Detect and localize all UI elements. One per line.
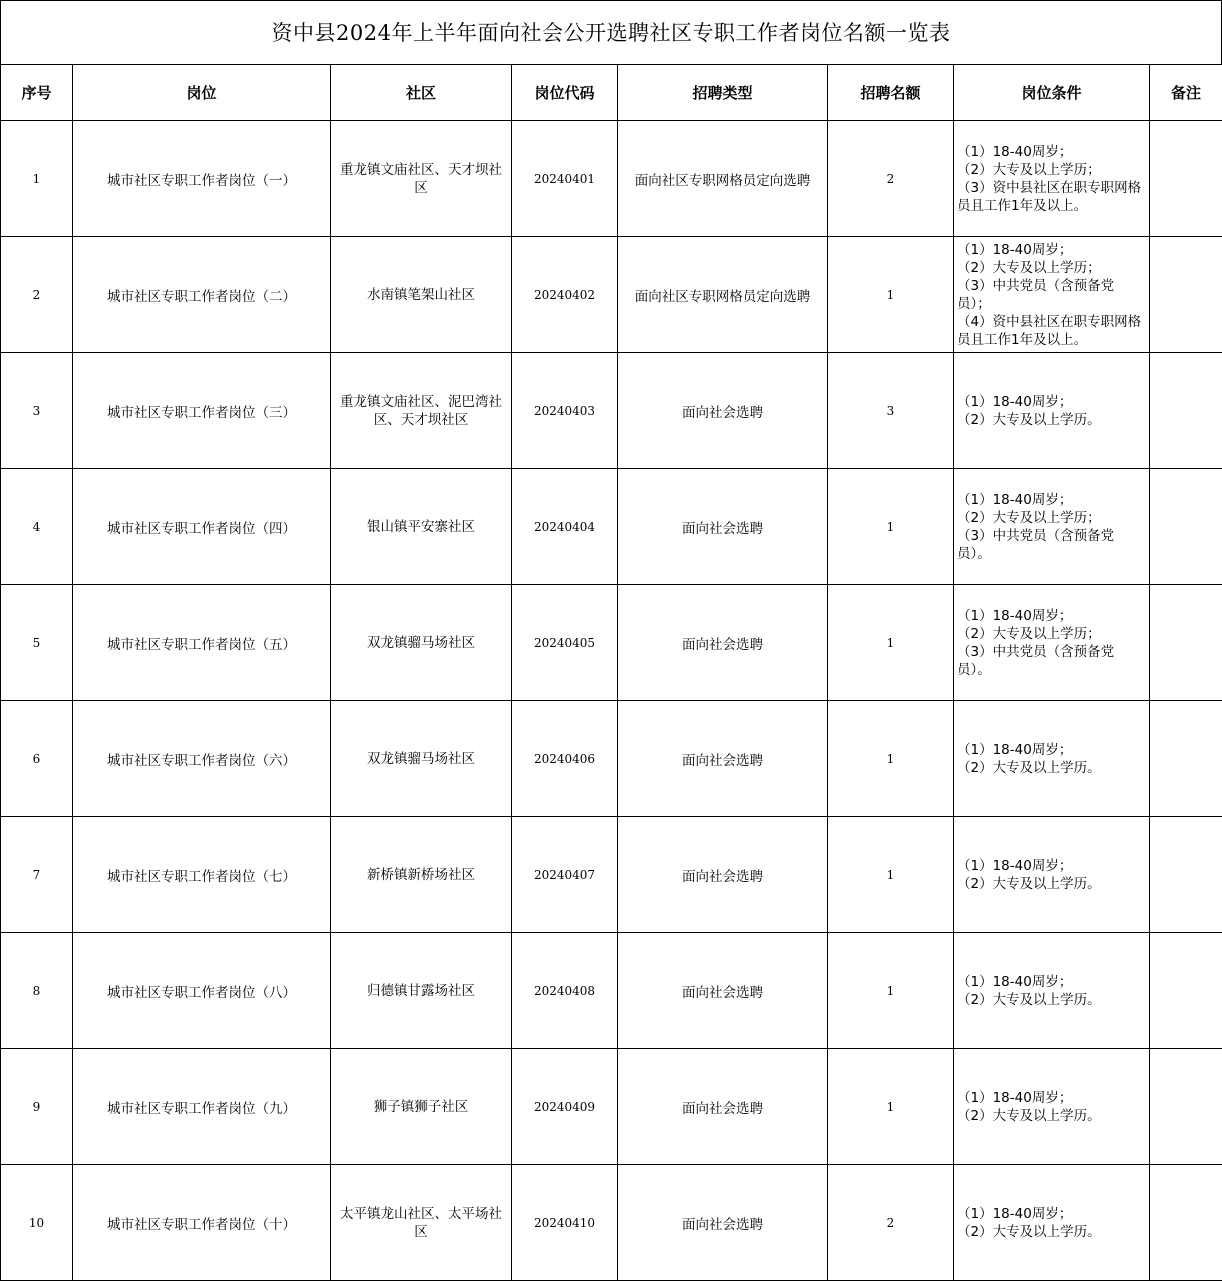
cell-quota: 1 bbox=[828, 1049, 954, 1165]
cell-conditions bbox=[954, 121, 1150, 237]
cell-type: 面向社区专职网格员定向选聘 bbox=[618, 237, 828, 353]
cell-type: 面向社会选聘 bbox=[618, 817, 828, 933]
cell-remark bbox=[1150, 469, 1222, 585]
cell-code: 20240402 bbox=[512, 237, 618, 353]
cell-remark bbox=[1150, 353, 1222, 469]
cell-post: 城市社区专职工作者岗位（七） bbox=[73, 817, 331, 933]
cell-remark bbox=[1150, 817, 1222, 933]
cell-remark bbox=[1150, 121, 1222, 237]
cell-code: 20240407 bbox=[512, 817, 618, 933]
cell-type: 面向社会选聘 bbox=[618, 933, 828, 1049]
cell-quota: 1 bbox=[828, 469, 954, 585]
cell-code: 20240403 bbox=[512, 353, 618, 469]
cell-type: 面向社会选聘 bbox=[618, 585, 828, 701]
table-row bbox=[1, 933, 1222, 1049]
cell-community: 太平镇龙山社区、太平场社区 bbox=[331, 1165, 512, 1281]
cell-quota: 1 bbox=[828, 701, 954, 817]
table-row bbox=[1, 353, 1222, 469]
header-post: 岗位 bbox=[73, 65, 331, 121]
cell-code: 20240409 bbox=[512, 1049, 618, 1165]
condition-line: （1）18-40周岁； bbox=[957, 741, 1073, 758]
cell-no: 7 bbox=[1, 817, 73, 933]
cell-remark bbox=[1150, 1165, 1222, 1281]
cell-no: 1 bbox=[1, 121, 73, 237]
condition-line: （4）资中县社区在职专职网格员且工作1年及以上。 bbox=[957, 313, 1142, 348]
table-row bbox=[1, 121, 1222, 237]
cell-code: 20240401 bbox=[512, 121, 618, 237]
condition-line: （2）大专及以上学历； bbox=[957, 259, 1101, 276]
cell-no: 4 bbox=[1, 469, 73, 585]
cell-quota: 1 bbox=[828, 817, 954, 933]
table-row bbox=[1, 817, 1222, 933]
cell-no: 5 bbox=[1, 585, 73, 701]
cell-post: 城市社区专职工作者岗位（十） bbox=[73, 1165, 331, 1281]
cell-remark bbox=[1150, 585, 1222, 701]
cell-remark bbox=[1150, 237, 1222, 353]
condition-line: （1）18-40周岁； bbox=[957, 857, 1073, 874]
cell-code: 20240405 bbox=[512, 585, 618, 701]
cell-quota: 1 bbox=[828, 237, 954, 353]
header-remark: 备注 bbox=[1150, 65, 1222, 121]
cell-post: 城市社区专职工作者岗位（六） bbox=[73, 701, 331, 817]
cell-no: 8 bbox=[1, 933, 73, 1049]
cell-quota: 1 bbox=[828, 933, 954, 1049]
cell-no: 6 bbox=[1, 701, 73, 817]
header-conditions: 岗位条件 bbox=[954, 65, 1150, 121]
cell-post: 城市社区专职工作者岗位（八） bbox=[73, 933, 331, 1049]
cell-type: 面向社会选聘 bbox=[618, 469, 828, 585]
cell-conditions bbox=[954, 1049, 1150, 1165]
cell-remark bbox=[1150, 933, 1222, 1049]
condition-line: （1）18-40周岁； bbox=[957, 241, 1073, 258]
cell-no: 3 bbox=[1, 353, 73, 469]
condition-line: （1）18-40周岁； bbox=[957, 143, 1073, 160]
condition-line: （2）大专及以上学历。 bbox=[957, 875, 1101, 892]
cell-post: 城市社区专职工作者岗位（三） bbox=[73, 353, 331, 469]
cell-code: 20240408 bbox=[512, 933, 618, 1049]
cell-conditions bbox=[954, 817, 1150, 933]
cell-community: 新桥镇新桥场社区 bbox=[331, 817, 512, 933]
condition-line: （1）18-40周岁； bbox=[957, 1205, 1073, 1222]
cell-conditions bbox=[954, 585, 1150, 701]
condition-line: （2）大专及以上学历。 bbox=[957, 759, 1101, 776]
cell-community: 水南镇笔架山社区 bbox=[331, 237, 512, 353]
condition-line: （2）大专及以上学历。 bbox=[957, 1107, 1101, 1124]
cell-community: 重龙镇文庙社区、泥巴湾社区、天才坝社区 bbox=[331, 353, 512, 469]
table-row bbox=[1, 469, 1222, 585]
cell-remark bbox=[1150, 701, 1222, 817]
cell-post: 城市社区专职工作者岗位（二） bbox=[73, 237, 331, 353]
cell-conditions bbox=[954, 1165, 1150, 1281]
cell-code: 20240410 bbox=[512, 1165, 618, 1281]
cell-post: 城市社区专职工作者岗位（四） bbox=[73, 469, 331, 585]
cell-no: 9 bbox=[1, 1049, 73, 1165]
cell-conditions bbox=[954, 237, 1150, 353]
cell-code: 20240406 bbox=[512, 701, 618, 817]
cell-no: 10 bbox=[1, 1165, 73, 1281]
table-row bbox=[1, 1049, 1222, 1165]
cell-quota: 2 bbox=[828, 1165, 954, 1281]
condition-line: （3）资中县社区在职专职网格员且工作1年及以上。 bbox=[957, 179, 1142, 214]
cell-community: 重龙镇文庙社区、天才坝社区 bbox=[331, 121, 512, 237]
header-community: 社区 bbox=[331, 65, 512, 121]
header-type: 招聘类型 bbox=[618, 65, 828, 121]
cell-conditions bbox=[954, 701, 1150, 817]
cell-type: 面向社会选聘 bbox=[618, 701, 828, 817]
condition-line: （1）18-40周岁； bbox=[957, 973, 1073, 990]
cell-community: 双龙镇骝马场社区 bbox=[331, 701, 512, 817]
condition-line: （2）大专及以上学历。 bbox=[957, 411, 1101, 428]
condition-line: （2）大专及以上学历； bbox=[957, 509, 1101, 526]
cell-community: 归德镇甘露场社区 bbox=[331, 933, 512, 1049]
cell-quota: 2 bbox=[828, 121, 954, 237]
condition-line: （2）大专及以上学历； bbox=[957, 625, 1101, 642]
condition-line: （1）18-40周岁； bbox=[957, 491, 1073, 508]
table-body bbox=[1, 121, 1222, 1281]
condition-line: （2）大专及以上学历； bbox=[957, 161, 1101, 178]
condition-line: （3）中共党员（含预备党员）。 bbox=[957, 643, 1115, 678]
cell-type: 面向社区专职网格员定向选聘 bbox=[618, 121, 828, 237]
cell-community: 狮子镇狮子社区 bbox=[331, 1049, 512, 1165]
condition-line: （2）大专及以上学历。 bbox=[957, 991, 1101, 1008]
cell-type: 面向社会选聘 bbox=[618, 1165, 828, 1281]
cell-conditions bbox=[954, 933, 1150, 1049]
cell-quota: 1 bbox=[828, 585, 954, 701]
condition-line: （1）18-40周岁； bbox=[957, 1089, 1073, 1106]
page-title: 资中县2024年上半年面向社会公开选聘社区专职工作者岗位名额一览表 bbox=[0, 0, 1222, 64]
cell-conditions bbox=[954, 469, 1150, 585]
cell-no: 2 bbox=[1, 237, 73, 353]
positions-table bbox=[0, 64, 1222, 1281]
table-row bbox=[1, 701, 1222, 817]
cell-conditions bbox=[954, 353, 1150, 469]
cell-remark bbox=[1150, 1049, 1222, 1165]
header-no: 序号 bbox=[1, 65, 73, 121]
condition-line: （2）大专及以上学历。 bbox=[957, 1223, 1101, 1240]
cell-community: 银山镇平安寨社区 bbox=[331, 469, 512, 585]
cell-community: 双龙镇骝马场社区 bbox=[331, 585, 512, 701]
cell-post: 城市社区专职工作者岗位（五） bbox=[73, 585, 331, 701]
cell-type: 面向社会选聘 bbox=[618, 353, 828, 469]
cell-post: 城市社区专职工作者岗位（九） bbox=[73, 1049, 331, 1165]
table-row bbox=[1, 585, 1222, 701]
condition-line: （3）中共党员（含预备党员）； bbox=[957, 277, 1115, 312]
condition-line: （1）18-40周岁； bbox=[957, 393, 1073, 410]
header-code: 岗位代码 bbox=[512, 65, 618, 121]
condition-line: （1）18-40周岁； bbox=[957, 607, 1073, 624]
cell-quota: 3 bbox=[828, 353, 954, 469]
cell-code: 20240404 bbox=[512, 469, 618, 585]
cell-post: 城市社区专职工作者岗位（一） bbox=[73, 121, 331, 237]
cell-type: 面向社会选聘 bbox=[618, 1049, 828, 1165]
header-quota: 招聘名额 bbox=[828, 65, 954, 121]
table-row bbox=[1, 237, 1222, 353]
condition-line: （3）中共党员（含预备党员）。 bbox=[957, 527, 1115, 562]
table-row bbox=[1, 1165, 1222, 1281]
header-row bbox=[1, 65, 1222, 121]
